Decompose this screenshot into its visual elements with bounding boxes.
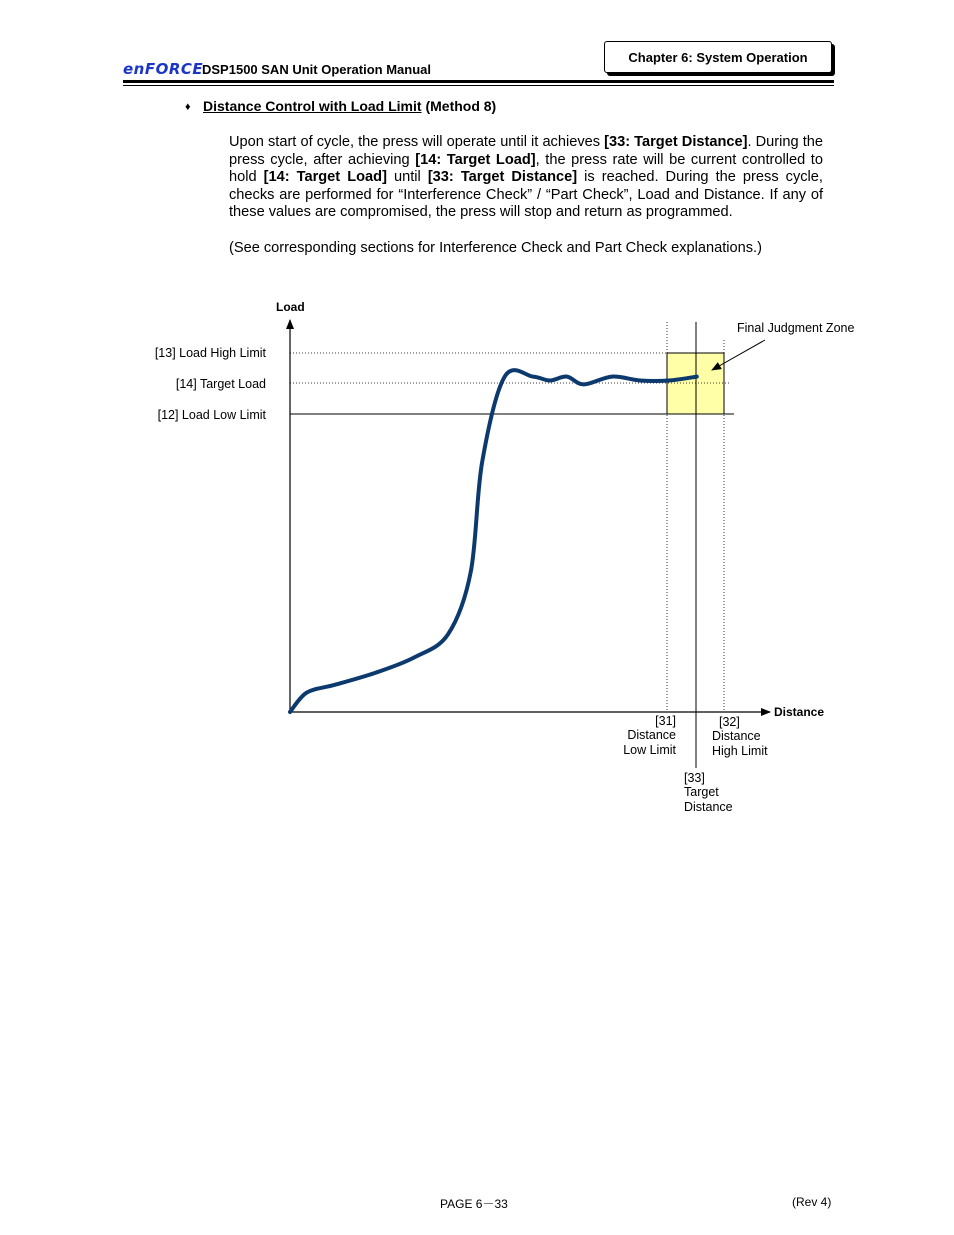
body-text-run: Upon start of cycle, the press will operate until it achieves	[229, 134, 605, 150]
body-text-run: . During the press cycle, after achieving	[229, 134, 823, 168]
load-high-limit-label: [13] Load High Limit	[154, 346, 266, 360]
section-heading-method: (Method 8)	[421, 98, 497, 114]
body-bold-run: [33: Target Distance]	[604, 134, 748, 150]
manual-title: DSP1500 SAN Unit Operation Manual	[202, 62, 431, 77]
target-distance-label-3: Distance	[684, 800, 733, 814]
revision-label: (Rev 4)	[792, 1195, 832, 1209]
load-curve	[290, 370, 697, 712]
diamond-bullet-icon: ♦	[185, 101, 191, 113]
distance-high-limit-label-2: Distance	[712, 729, 761, 743]
body-note: (See corresponding sections for Interference Check and Part Check explanations.)	[229, 240, 762, 256]
body-bold-run: [14: Target Load]	[415, 151, 536, 168]
distance-low-limit-label-2: Distance	[627, 728, 676, 742]
body-text-run: until	[386, 169, 428, 186]
body-bold-run: [33: Target Distance]	[427, 169, 578, 186]
y-axis-label: Load	[276, 300, 305, 314]
chapter-title: Chapter 6: System Operation	[604, 41, 832, 73]
target-load-label: [14] Target Load	[175, 377, 266, 391]
distance-low-limit-label-1: [31]	[655, 714, 676, 728]
load-low-limit-label: [12] Load Low Limit	[157, 408, 266, 422]
distance-high-limit-label-1: [32]	[719, 715, 740, 729]
x-axis-label: Distance	[774, 705, 825, 719]
body-bold-run: [14: Target Load]	[263, 169, 387, 186]
section-heading-title: Distance Control with Load Limit	[203, 98, 422, 114]
distance-low-limit-label-3: Low Limit	[623, 743, 676, 757]
target-distance-label-2: Target	[684, 785, 719, 799]
page-number: PAGE 6－33	[440, 1197, 508, 1211]
body-text-run: , the press rate will be current controlled to hold	[229, 151, 823, 186]
enforce-logo: enFORCE	[123, 60, 204, 78]
target-distance-label-1: [33]	[684, 771, 705, 785]
distance-high-limit-label-3: High Limit	[712, 744, 768, 758]
final-judgment-zone-label: Final Judgment Zone	[737, 321, 855, 335]
body-text-run: is reached. During the press cycle, checks are performed for “Interference Check” / “Part Check”, Load and Distance. If any of these values are compromised, the press will stop and return as programmed.	[229, 169, 823, 221]
